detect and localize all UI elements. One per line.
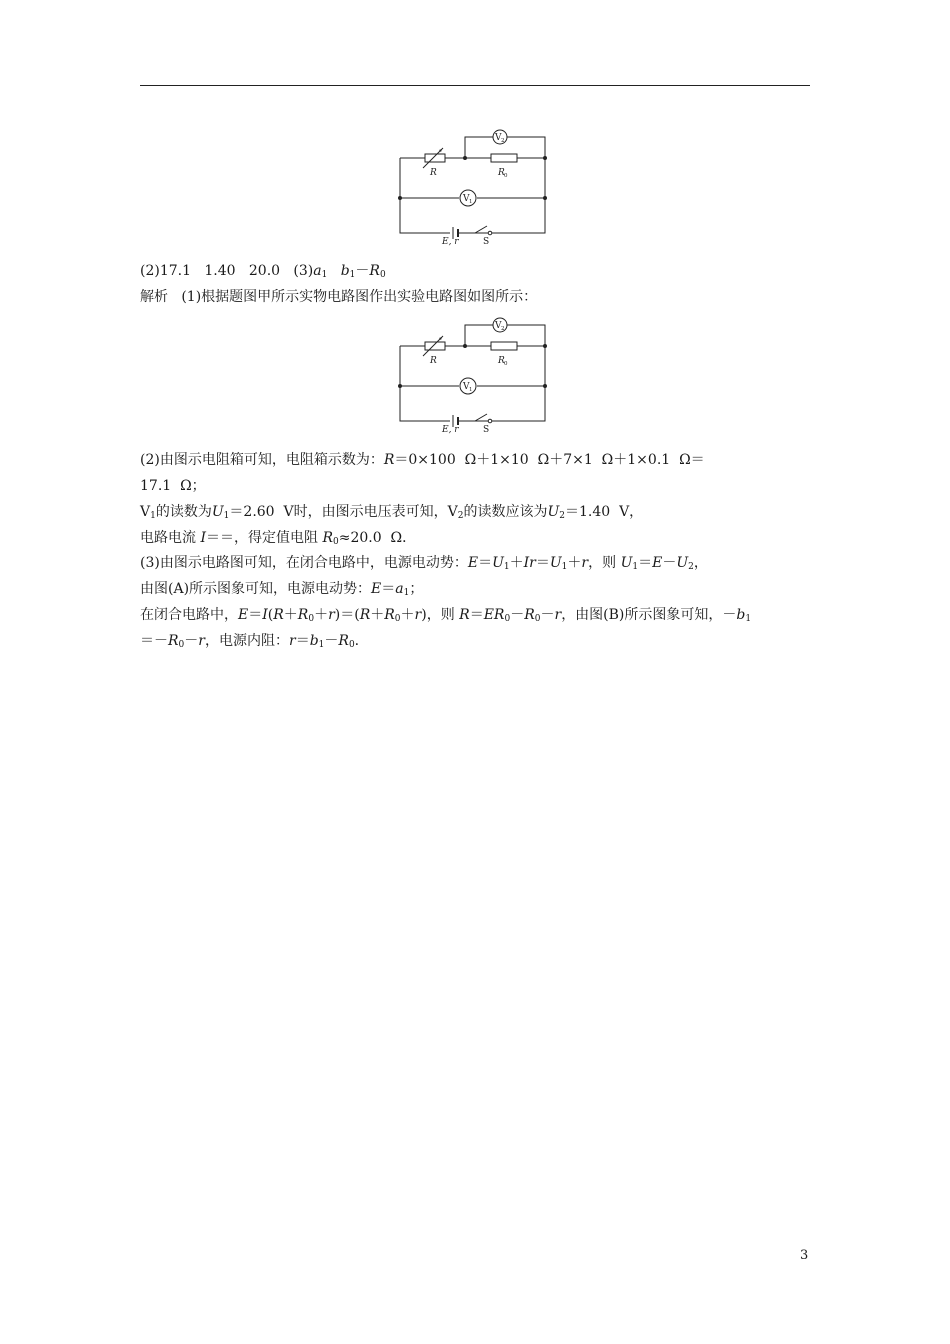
v1-label: V [463,194,470,204]
circuit-diagram [395,130,555,247]
svg-text:1: 1 [469,199,473,205]
svg-text:2: 2 [501,138,505,144]
source-label: E, r [442,237,459,247]
header-rule [140,85,810,86]
analysis-line-5: 电路电流 I＝＝，得定值电阻 $R_0\approx 20.0$ Ω． [140,530,417,547]
page-number: 3 [800,1248,809,1263]
analysis-line-8: 在闭合电路中，$E=I(R+R_0+r)=(R+R_0+r)$，则 $R=ER_0-R_0-r$，由图(B)所示图象可知，$-b_1$ [140,607,752,624]
variable-resistor-label: R [430,356,437,366]
switch-label: S [483,237,490,247]
v2-label: V [495,133,502,143]
svg-text:2: 2 [501,326,505,332]
v2-label: V [495,321,502,331]
r0-label: R [498,356,505,366]
svg-text:0: 0 [504,361,508,367]
answer-line: (2)17.1 1.40 20.0 $(3)a_1$ $b_1-R_0$ [140,263,386,280]
v1-label: V [463,382,470,392]
source-label: E, r [442,425,459,435]
svg-text:1: 1 [469,387,473,393]
svg-text:0: 0 [504,173,508,179]
r0-label: R [498,168,505,178]
analysis-intro: 解析 (1)根据题图甲所示实物电路图作出实验电路图如图所示： [140,289,538,305]
analysis-line-6: (3)由图示电路图可知，在闭合电路中，电源电动势：$E=U_1+Ir=U_1+r$，则 $U_1=E-U_2$， [140,555,708,572]
analysis-line-2: (2)由图示电阻箱可知，电阻箱示数为：R＝0×100 Ω＋1×10 Ω＋7×1 Ω＋1×0.1 Ω＝ [140,452,705,468]
variable-resistor-label: R [430,168,437,178]
circuit-diagram-analysis [395,318,555,435]
analysis-line-4: $V_1$的读数为$U_1=2.60$ V时，由图示电压表可知，$V_2$的读数应该为$U_2=1.40$ V， [140,504,644,521]
analysis-line-9: $=-R_0-r$，电源内阻：$r=b_1-R_0$. [140,633,360,650]
switch-label: S [483,425,490,435]
analysis-line-7: 由图(A)所示图象可知，电源电动势：$E=a_1$； [140,581,424,598]
analysis-line-3: 17.1 Ω； [140,478,206,494]
